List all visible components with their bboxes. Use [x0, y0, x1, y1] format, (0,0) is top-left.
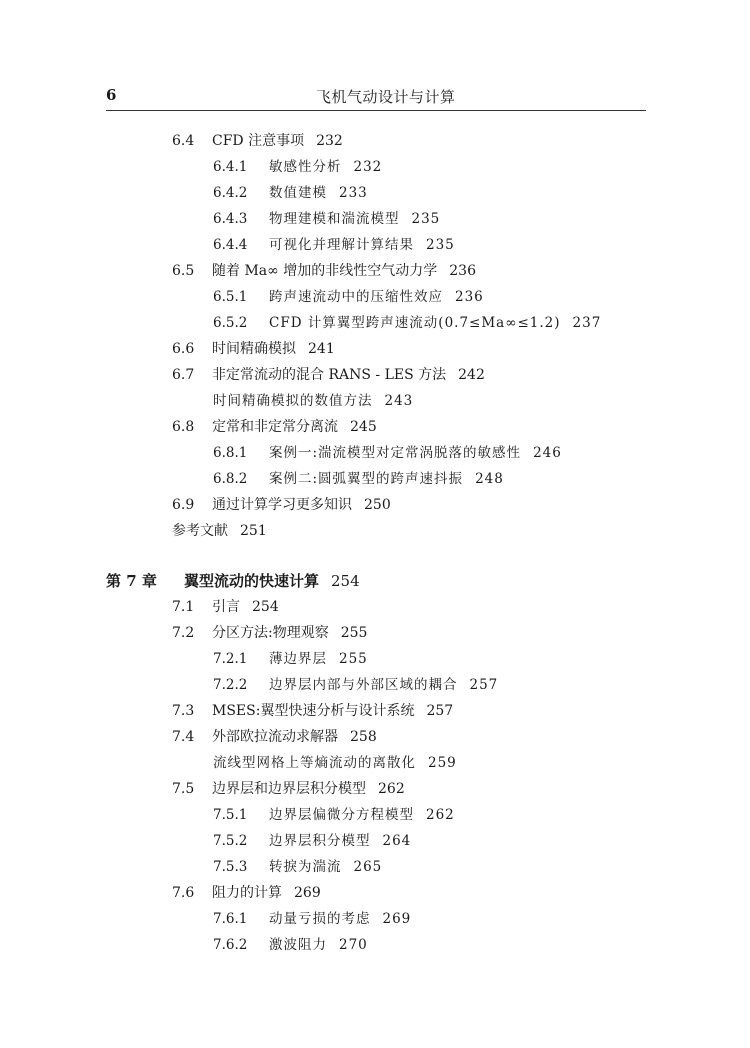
toc-entry: 6.4.3 物理建模和湍流模型 235: [213, 211, 441, 227]
toc-entry-references: 参考文献 251: [172, 523, 267, 539]
toc-entry: 7.3 MSES:翼型快速分析与设计系统 257: [172, 703, 454, 719]
toc-entry: 6.5.2 CFD 计算翼型跨声速流动(0.7≤Ma∞≤1.2) 237: [213, 315, 602, 331]
toc-entry: 7.4 外部欧拉流动求解器 258: [172, 729, 377, 745]
toc-entry: 7.6.2 激波阻力 270: [213, 937, 368, 953]
toc-entry: 6.5.1 跨声速流动中的压缩性效应 236: [213, 289, 484, 305]
toc-entry: 7.5.2 边界层积分模型 264: [213, 833, 412, 849]
toc-entry: 7.2.1 薄边界层 255: [213, 651, 368, 667]
toc-entry: 6.7 非定常流动的混合 RANS - LES 方法 242: [172, 367, 485, 383]
toc-entry: 时间精确模拟的数值方法 243: [213, 393, 414, 409]
toc-entry: 7.6.1 动量亏损的考虑 269: [213, 911, 412, 927]
header-rule: [106, 110, 646, 111]
toc-entry: 6.9 通过计算学习更多知识 250: [172, 497, 391, 513]
toc-entry: 6.4.1 敏感性分析 232: [213, 159, 383, 175]
toc-entry: 7.6 阻力的计算 269: [172, 885, 321, 901]
toc-entry: 6.8 定常和非定常分离流 245: [172, 419, 377, 435]
page-number: 6: [106, 86, 117, 104]
toc-entry: 6.8.1 案例一:湍流模型对定常涡脱落的敏感性 246: [213, 445, 562, 461]
toc-entry: 7.1 引言 254: [172, 599, 279, 615]
toc-entry: 6.5 随着 Ma∞ 增加的非线性空气动力学 236: [172, 263, 476, 279]
toc-entry: 7.5 边界层和边界层积分模型 262: [172, 781, 405, 797]
toc-entry: 6.4.2 数值建模 233: [213, 185, 368, 201]
running-title: 飞机气动设计与计算: [316, 88, 456, 106]
toc-entry: 7.2.2 边界层内部与外部区域的耦合 257: [213, 677, 499, 693]
toc-entry: 6.4 CFD 注意事项 232: [172, 133, 343, 149]
toc-entry: 6.4.4 可视化并理解计算结果 235: [213, 237, 455, 253]
toc-entry: 流线型网格上等熵流动的离散化 259: [213, 755, 457, 771]
toc-entry: 6.6 时间精确模拟 241: [172, 341, 335, 357]
toc-entry: 7.5.1 边界层偏微分方程模型 262: [213, 807, 455, 823]
chapter-heading: 第 7 章 翼型流动的快速计算 254: [106, 572, 360, 590]
toc-entry: 7.2 分区方法:物理观察 255: [172, 625, 368, 641]
toc-entry: 7.5.3 转捩为湍流 265: [213, 859, 383, 875]
page-header: [0, 0, 750, 112]
toc-entry: 6.8.2 案例二:圆弧翼型的跨声速抖振 248: [213, 471, 504, 487]
